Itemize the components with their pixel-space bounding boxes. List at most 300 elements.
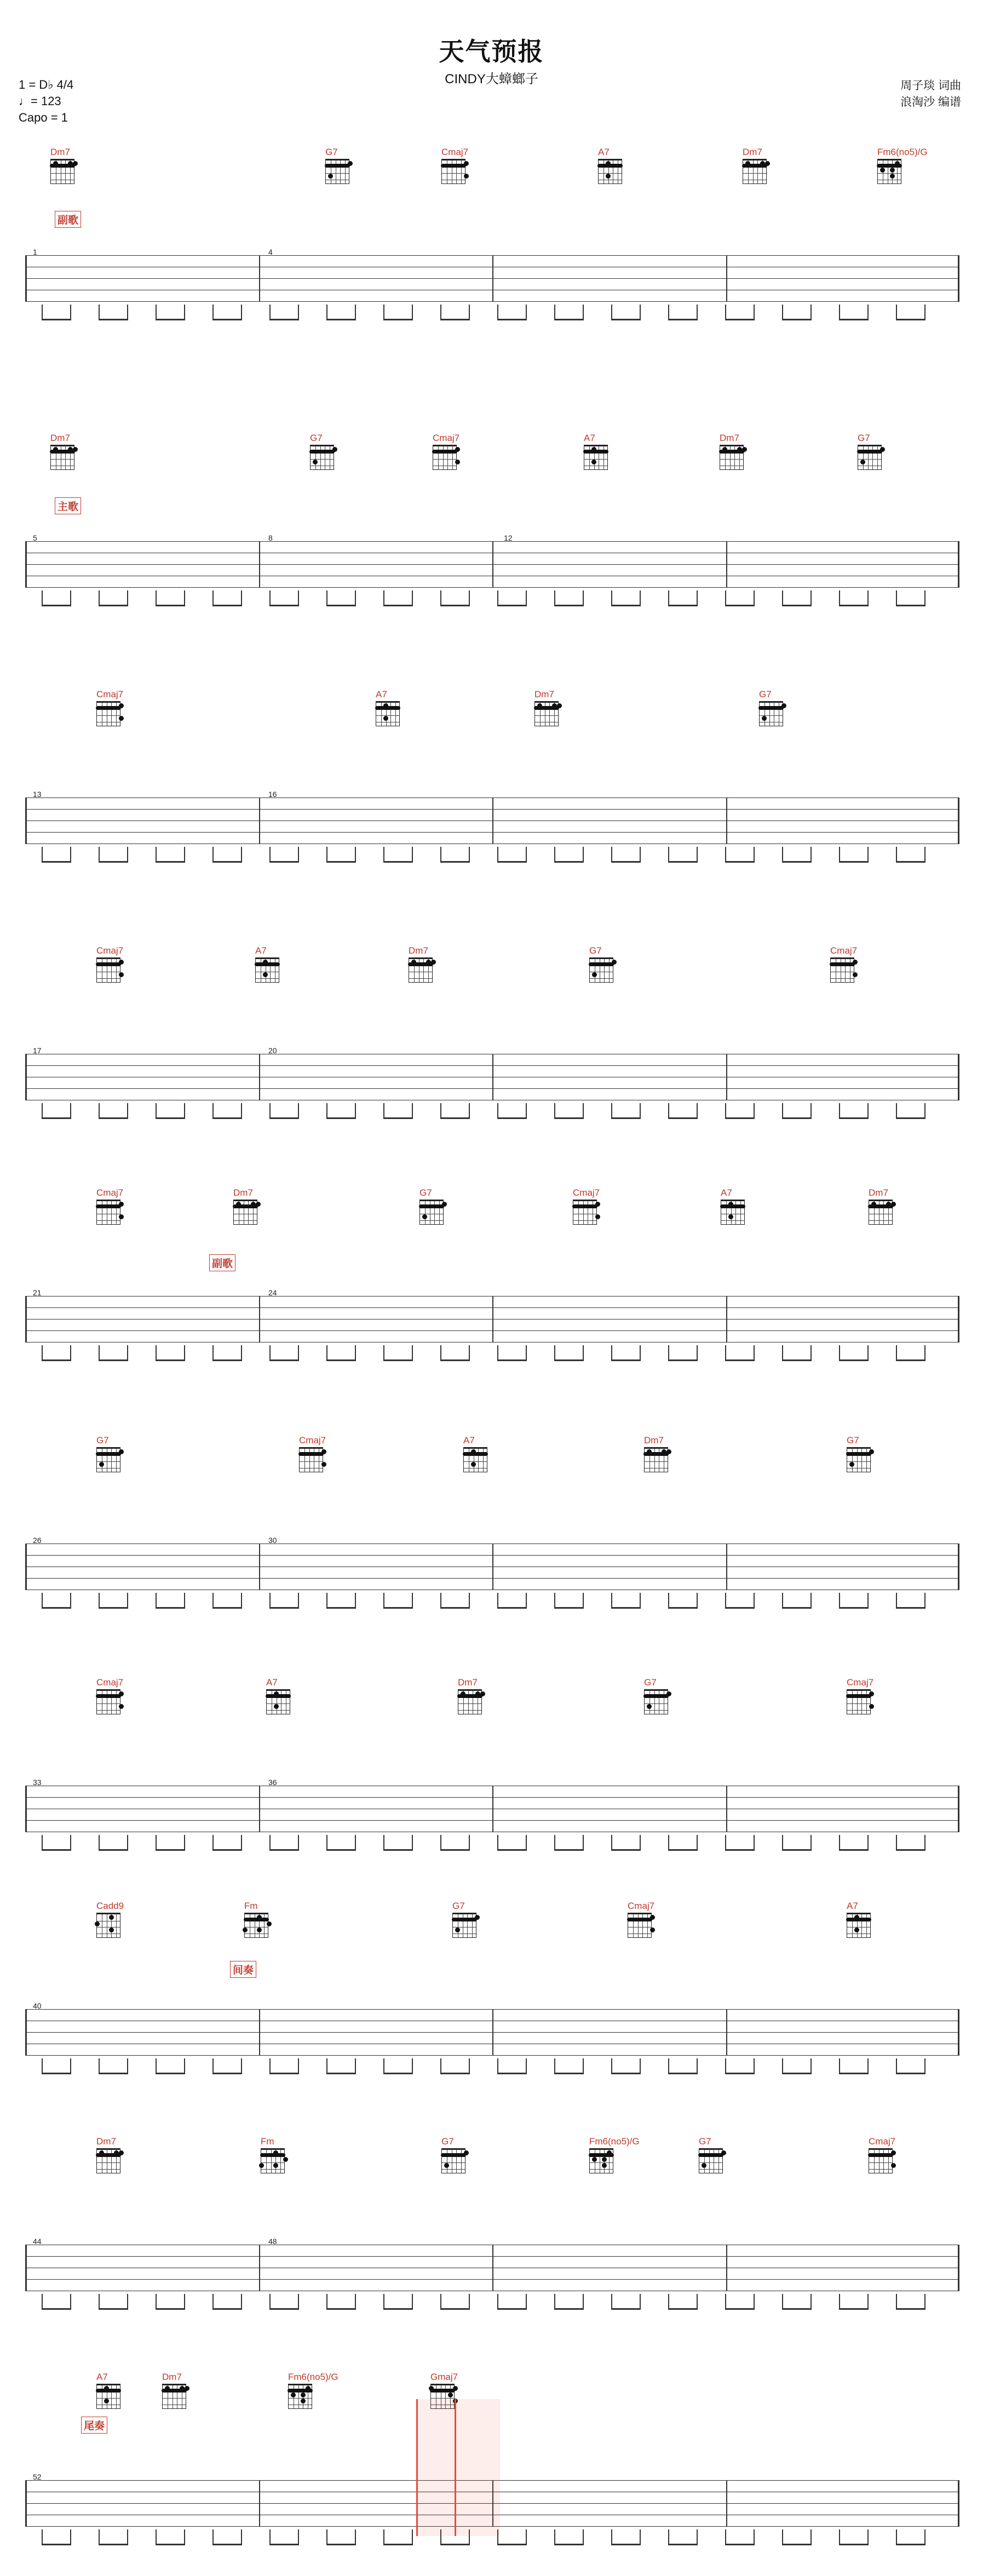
note-stem	[611, 1835, 612, 1850]
note-stem	[668, 590, 669, 606]
chord-name: Dm7	[50, 147, 70, 157]
note-stem	[383, 1835, 384, 1850]
note-stem	[725, 1345, 726, 1361]
note-stem	[583, 2058, 584, 2074]
chord-diagram-grid	[759, 701, 783, 726]
note-stem	[697, 1835, 698, 1850]
note-stem	[70, 590, 71, 606]
chord-barre	[50, 450, 75, 454]
chord-diagram-grid	[452, 1913, 476, 1938]
note-beam	[326, 1117, 356, 1119]
barline	[492, 798, 493, 844]
note-beam	[782, 319, 812, 320]
note-stem	[725, 2058, 726, 2074]
chord-diagram-grid	[96, 701, 120, 726]
chord-fret-line	[51, 173, 74, 174]
note-beam	[896, 1849, 925, 1851]
note-stem	[326, 847, 327, 862]
note-stem	[212, 2058, 214, 2074]
note-stem	[583, 2529, 584, 2545]
note-beam	[611, 2544, 641, 2545]
note-stem	[355, 1835, 356, 1850]
chord-name: Cmaj7	[847, 1677, 874, 1688]
note-stem	[99, 1345, 100, 1361]
note-stem	[212, 1103, 214, 1118]
note-beam	[668, 1849, 698, 1851]
chord-name: Cmaj7	[441, 147, 469, 157]
note-stem	[326, 2058, 327, 2074]
note-beam	[99, 861, 128, 863]
note-stem	[725, 1835, 726, 1850]
chord-name: A7	[255, 945, 267, 956]
note-beam	[554, 2073, 584, 2074]
chord-diagram	[288, 2372, 338, 2409]
chord-diagram-grid	[96, 1200, 120, 1225]
note-stem	[298, 590, 299, 606]
chord-finger-dot	[263, 972, 268, 977]
note-stem	[127, 590, 128, 606]
chord-diagram-grid	[433, 445, 457, 470]
chord-diagram-grid	[96, 1689, 120, 1714]
note-beam	[212, 2544, 242, 2545]
note-stem	[469, 1103, 470, 1118]
chord-fret-line	[869, 1220, 892, 1221]
note-stem	[839, 1345, 840, 1361]
chord-barre	[325, 164, 350, 168]
chord-diagram-grid	[463, 1447, 487, 1472]
chord-diagram	[584, 433, 614, 470]
chord-barre	[830, 962, 855, 966]
note-stem	[668, 2529, 669, 2545]
note-stem	[526, 305, 527, 320]
chord-barre	[260, 2153, 285, 2157]
note-stem	[440, 1593, 441, 1608]
chord-name: Dm7	[720, 433, 739, 443]
note-beam	[839, 1117, 869, 1119]
barline-start	[25, 2009, 27, 2056]
chord-finger-dot	[119, 1214, 124, 1219]
note-beam	[156, 2308, 185, 2310]
chord-diagram	[534, 689, 565, 726]
chord-diagram	[452, 1901, 483, 1938]
chord-diagram	[589, 2136, 640, 2173]
chord-fret-line	[645, 1710, 668, 1711]
note-stem	[42, 1593, 43, 1608]
note-stem	[725, 590, 726, 606]
note-stem	[326, 2294, 327, 2309]
chord-fret-line	[535, 715, 558, 716]
barline-start	[25, 1786, 27, 1832]
chord-fret-line	[847, 1710, 870, 1711]
chord-diagram-grid	[162, 2384, 186, 2409]
barline	[726, 1544, 727, 1590]
note-beam	[782, 605, 812, 606]
note-stem	[326, 590, 327, 606]
barline	[726, 2245, 727, 2291]
rhythm-stems	[25, 2058, 959, 2077]
note-beam	[611, 319, 641, 320]
note-beam	[99, 1607, 128, 1609]
chord-diagram	[847, 1901, 877, 1938]
chord-diagram	[96, 1901, 127, 1938]
barline	[492, 255, 493, 302]
chord-barre	[627, 1918, 652, 1921]
chord-name: A7	[266, 1677, 278, 1688]
note-beam	[839, 605, 869, 606]
barline-start	[25, 255, 27, 302]
chord-name: G7	[310, 433, 323, 443]
note-stem	[70, 1593, 71, 1608]
note-beam	[156, 1359, 185, 1361]
chord-barre	[233, 1204, 258, 1208]
note-stem	[70, 1345, 71, 1361]
note-stem	[554, 1103, 555, 1118]
chord-fret-line	[599, 173, 622, 174]
note-beam	[611, 1607, 641, 1609]
note-beam	[839, 2544, 869, 2545]
note-stem	[554, 2058, 555, 2074]
note-stem	[754, 2294, 755, 2309]
chord-finger-dot	[259, 2163, 264, 2168]
note-stem	[810, 2529, 812, 2545]
note-stem	[867, 1345, 869, 1361]
chord-barre	[742, 164, 767, 168]
chord-barre	[758, 706, 784, 710]
chord-diagram-grid	[50, 445, 74, 470]
chord-finger-dot	[313, 460, 318, 464]
note-stem	[583, 1593, 584, 1608]
chord-diagram-grid	[310, 445, 334, 470]
chord-diagram-grid	[233, 1200, 257, 1225]
note-stem	[412, 2058, 413, 2074]
chord-name: G7	[452, 1901, 465, 1911]
note-stem	[924, 1593, 925, 1608]
note-beam	[383, 2073, 413, 2074]
note-stem	[810, 590, 812, 606]
note-stem	[269, 2294, 271, 2309]
note-stem	[640, 1103, 641, 1118]
note-stem	[269, 590, 271, 606]
chord-barre	[643, 1694, 669, 1698]
note-stem	[412, 305, 413, 320]
note-stem	[697, 1345, 698, 1361]
measure-number: 40	[33, 2001, 42, 2010]
note-stem	[554, 2529, 555, 2545]
note-stem	[326, 1593, 327, 1608]
chord-name: A7	[463, 1435, 475, 1445]
barline	[726, 1296, 727, 1342]
note-beam	[782, 2308, 812, 2310]
note-stem	[810, 2294, 812, 2309]
chord-finger-dot	[591, 460, 596, 464]
note-stem	[241, 1593, 242, 1608]
note-stem	[184, 1593, 185, 1608]
chord-finger-dot	[119, 716, 124, 721]
note-beam	[99, 1849, 128, 1851]
chord-barre	[96, 1204, 121, 1208]
chord-fret-line	[409, 978, 432, 979]
chord-name: Dm7	[458, 1677, 478, 1688]
note-stem	[924, 2294, 925, 2309]
chord-diagram-grid	[847, 1913, 871, 1938]
chord-barre	[96, 706, 121, 710]
note-beam	[156, 861, 185, 863]
note-stem	[469, 1345, 470, 1361]
chord-barre	[266, 1694, 291, 1698]
measure-number: 26	[33, 1536, 42, 1545]
chord-finger-dot	[471, 1462, 476, 1467]
note-stem	[412, 1835, 413, 1850]
chord-string-line	[116, 1914, 117, 1937]
note-stem	[782, 2058, 783, 2074]
chord-fret-line	[163, 2398, 186, 2399]
note-beam	[725, 605, 755, 606]
note-stem	[99, 305, 100, 320]
note-stem	[697, 2058, 698, 2074]
barline	[492, 541, 493, 588]
note-stem	[412, 847, 413, 862]
tempo-marking: ♩= 123	[19, 94, 61, 108]
chord-finger-dot	[860, 460, 865, 464]
note-beam	[497, 2544, 527, 2545]
note-stem	[326, 1345, 327, 1361]
chord-diagram	[441, 147, 472, 184]
note-stem	[127, 305, 128, 320]
note-stem	[497, 1103, 498, 1118]
chord-barre	[698, 2153, 723, 2157]
note-beam	[269, 319, 299, 320]
chord-diagram	[830, 945, 861, 983]
chord-name: Fm6(no5)/G	[877, 147, 928, 157]
note-stem	[640, 1835, 641, 1850]
chord-name: A7	[96, 2372, 108, 2382]
barline	[259, 1544, 260, 1590]
note-beam	[554, 861, 584, 863]
chord-barre	[375, 706, 400, 710]
note-beam	[782, 1849, 812, 1851]
note-stem	[99, 2294, 100, 2309]
note-stem	[440, 2294, 441, 2309]
measure-number: 21	[33, 1288, 42, 1297]
note-stem	[412, 590, 413, 606]
section-label: 副歌	[55, 211, 81, 228]
measure-number: 33	[33, 1778, 42, 1787]
barline	[492, 1786, 493, 1832]
chord-diagram-grid	[50, 159, 74, 184]
chord-finger-dot	[854, 1927, 859, 1932]
chord-diagram-grid	[325, 159, 349, 184]
note-stem	[640, 305, 641, 320]
note-beam	[42, 1607, 71, 1609]
note-stem	[497, 305, 498, 320]
note-stem	[269, 847, 271, 862]
note-stem	[70, 1835, 71, 1850]
chord-fret-line	[376, 715, 399, 716]
note-stem	[326, 1835, 327, 1850]
chord-finger-dot	[595, 1214, 600, 1219]
music-system	[0, 1435, 983, 1671]
note-stem	[383, 1345, 384, 1361]
chord-fret-line	[699, 2169, 722, 2170]
note-stem	[668, 1345, 669, 1361]
note-beam	[99, 605, 128, 606]
barline-start	[25, 1054, 27, 1100]
note-beam	[99, 1117, 128, 1119]
chord-name: G7	[96, 1435, 109, 1445]
chord-finger-dot	[243, 1927, 248, 1932]
chord-barre	[720, 1204, 745, 1208]
note-stem	[782, 305, 783, 320]
note-beam	[269, 861, 299, 863]
note-beam	[269, 1359, 299, 1361]
note-stem	[896, 2058, 897, 2074]
note-stem	[355, 305, 356, 320]
note-stem	[156, 1103, 157, 1118]
note-beam	[326, 2544, 356, 2545]
note-beam	[611, 605, 641, 606]
barline-start	[25, 2245, 27, 2291]
note-beam	[326, 1359, 356, 1361]
chord-name: Fm6(no5)/G	[589, 2136, 640, 2147]
note-stem	[99, 590, 100, 606]
note-stem	[70, 305, 71, 320]
chord-diagram	[644, 1677, 675, 1714]
note-beam	[725, 1607, 755, 1609]
credit-composer: 周子琰 词曲	[900, 79, 961, 92]
chord-barre	[583, 450, 608, 454]
note-stem	[269, 1103, 271, 1118]
rhythm-stems	[25, 590, 959, 609]
note-stem	[839, 2294, 840, 2309]
note-beam	[42, 1117, 71, 1119]
chord-fret-line	[289, 2398, 312, 2399]
note-beam	[725, 1117, 755, 1119]
chord-diagram	[96, 689, 127, 726]
note-stem	[212, 2529, 214, 2545]
chord-diagram	[759, 689, 790, 726]
score-credits	[900, 78, 961, 111]
note-stem	[526, 847, 527, 862]
note-stem	[241, 1345, 242, 1361]
chord-name: G7	[644, 1677, 657, 1688]
chord-barre	[288, 2389, 313, 2393]
chord-finger-dot	[301, 2393, 306, 2397]
rhythm-stems	[25, 1593, 959, 1611]
note-beam	[269, 1117, 299, 1119]
note-beam	[497, 2073, 527, 2074]
note-stem	[42, 590, 43, 606]
note-stem	[269, 1345, 271, 1361]
chord-finger-dot	[448, 2393, 453, 2397]
note-stem	[697, 2294, 698, 2309]
chord-diagram-grid	[720, 445, 744, 470]
chord-name: Fm6(no5)/G	[288, 2372, 338, 2382]
chord-finger-dot	[853, 972, 858, 977]
note-beam	[554, 1849, 584, 1851]
chord-name: Cmaj7	[573, 1187, 600, 1198]
note-stem	[554, 847, 555, 862]
note-beam	[725, 2073, 755, 2074]
chord-name: Cmaj7	[869, 2136, 896, 2147]
note-beam	[782, 1359, 812, 1361]
note-beam	[440, 2308, 470, 2310]
chord-diagram-grid	[589, 2148, 613, 2173]
chord-name: G7	[858, 433, 870, 443]
chord-diagram-grid	[830, 957, 854, 983]
chord-name: G7	[699, 2136, 711, 2147]
chord-diagram	[869, 1187, 899, 1225]
note-stem	[383, 2529, 384, 2545]
note-stem	[725, 1103, 726, 1118]
note-stem	[583, 305, 584, 320]
note-stem	[526, 1835, 527, 1850]
music-system	[0, 689, 983, 925]
note-beam	[497, 605, 527, 606]
chord-diagram	[96, 2136, 127, 2173]
note-stem	[554, 305, 555, 320]
chord-diagram	[433, 433, 463, 470]
chord-diagram-grid	[96, 2384, 120, 2409]
note-stem	[896, 1835, 897, 1850]
note-stem	[497, 1345, 498, 1361]
note-stem	[127, 2529, 128, 2545]
note-stem	[127, 1835, 128, 1850]
section-label: 副歌	[209, 1254, 235, 1271]
chord-barre	[96, 1694, 121, 1698]
chord-barre	[846, 1918, 871, 1921]
note-beam	[156, 605, 185, 606]
note-stem	[127, 2058, 128, 2074]
chord-diagram	[261, 2136, 291, 2173]
note-beam	[497, 319, 527, 320]
note-stem	[896, 2294, 897, 2309]
chord-barre	[255, 962, 280, 966]
note-beam	[383, 605, 413, 606]
chord-barre	[50, 164, 75, 168]
chord-finger-dot	[119, 972, 124, 977]
barline	[492, 1544, 493, 1590]
note-stem	[70, 2529, 71, 2545]
chord-name: G7	[419, 1187, 432, 1198]
chord-finger-dot	[890, 174, 895, 179]
chord-name: Dm7	[50, 433, 70, 443]
note-stem	[127, 847, 128, 862]
note-beam	[269, 605, 299, 606]
chord-finger-dot	[273, 2163, 278, 2168]
note-stem	[526, 1345, 527, 1361]
chord-name: Dm7	[644, 1435, 664, 1445]
note-stem	[326, 2529, 327, 2545]
note-stem	[42, 305, 43, 320]
chord-name: G7	[847, 1435, 859, 1445]
note-stem	[156, 2294, 157, 2309]
barline-end	[958, 2245, 959, 2291]
note-stem	[668, 1835, 669, 1850]
barline-end	[958, 1786, 959, 1832]
note-stem	[583, 1345, 584, 1361]
tab-staff	[25, 1544, 959, 1591]
measure-number: 16	[268, 790, 277, 799]
music-system	[0, 2136, 983, 2372]
chord-diagram	[96, 1435, 127, 1472]
chord-diagram	[644, 1435, 675, 1472]
playback-cursor	[455, 2399, 456, 2536]
note-stem	[497, 1593, 498, 1608]
note-stem	[810, 1103, 812, 1118]
chord-fret-line	[97, 978, 120, 979]
note-stem	[156, 2058, 157, 2074]
barline	[259, 1786, 260, 1832]
